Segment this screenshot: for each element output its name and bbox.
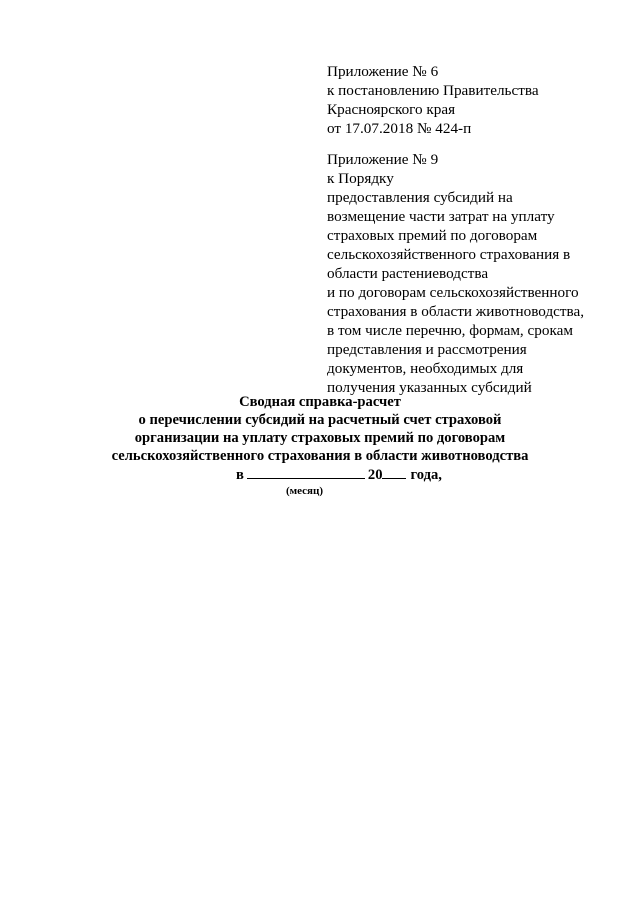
appendix-6-line: Приложение № 6 — [327, 63, 439, 80]
month-blank-field[interactable] — [247, 465, 365, 479]
reporting-period — [236, 465, 442, 484]
month-caption: (месяц) — [286, 485, 324, 497]
title-line: организации на уплату страховых премий по договорам — [134, 430, 506, 446]
year-prefix: 20 — [367, 467, 383, 483]
appendix-9-header — [327, 150, 617, 397]
appendix-6-line: Красноярского края — [327, 101, 456, 118]
appendix-9-line: области растениеводства — [327, 265, 489, 282]
appendix-6-line: от 17.07.2018 № 424-п — [327, 120, 472, 137]
appendix-9-line: страховых премий по договорам — [327, 227, 538, 244]
appendix-6-header — [327, 62, 617, 138]
appendix-9-line: документов, необходимых для — [327, 360, 524, 377]
appendix-9-line: Приложение № 9 — [327, 151, 439, 168]
appendix-9-line: и по договорам сельскохозяйственного — [327, 284, 579, 301]
appendix-6-line: к постановлению Правительства — [327, 82, 539, 99]
appendix-9-line: сельскохозяйственного страхования в — [327, 246, 571, 263]
period-prefix: в — [236, 467, 244, 483]
title-line: сельскохозяйственного страхования в области животноводства — [111, 448, 529, 464]
period-suffix: года, — [410, 467, 442, 483]
appendix-9-line: получения указанных субсидий — [327, 379, 532, 396]
appendix-9-line: страхования в области животноводства, — [327, 303, 585, 320]
appendix-9-line: предоставления субсидий на — [327, 189, 513, 206]
title-line: о перечислении субсидий на расчетный счет страховой — [138, 412, 502, 428]
appendix-9-line: возмещение части затрат на уплату — [327, 208, 555, 225]
document-title — [0, 393, 640, 465]
appendix-9-line: к Порядку — [327, 170, 394, 187]
year-blank-field[interactable] — [382, 465, 406, 479]
appendix-9-line: в том числе перечню, формам, срокам — [327, 322, 573, 339]
appendix-9-line: представления и рассмотрения — [327, 341, 527, 358]
title-line: Сводная справка-расчет — [239, 394, 401, 410]
